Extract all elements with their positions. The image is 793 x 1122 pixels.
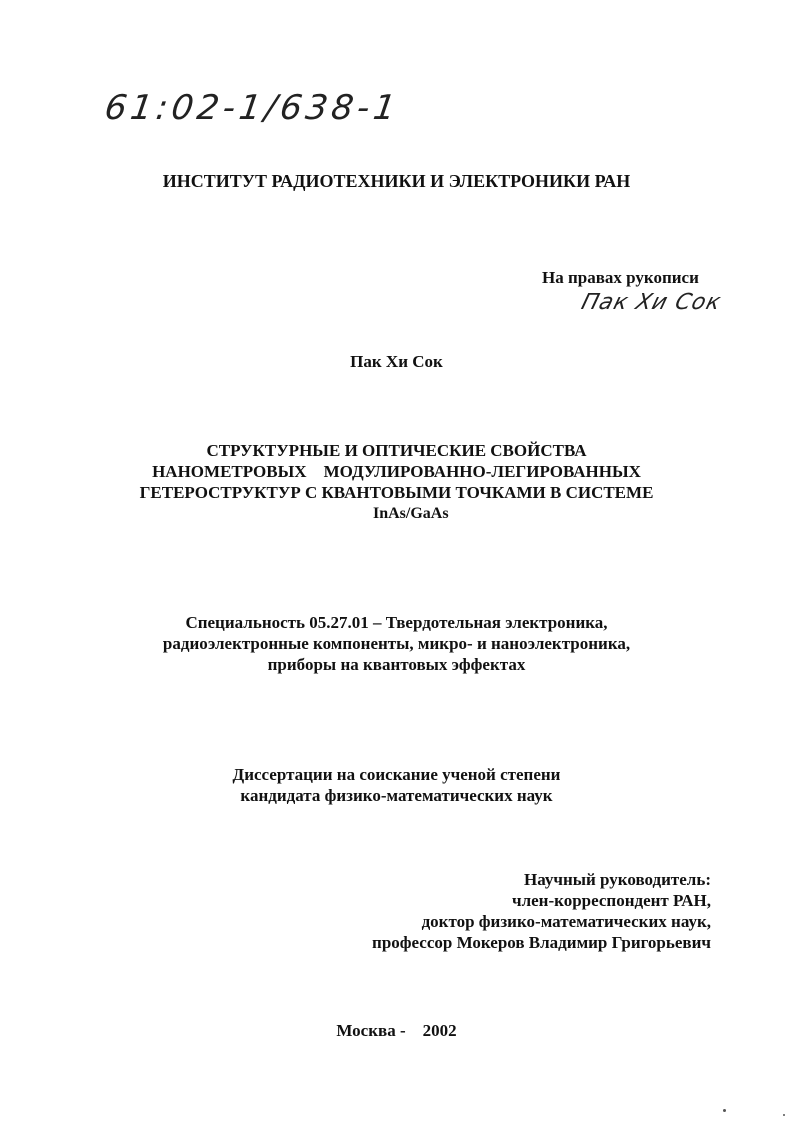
supervisor-degree: доктор физико-математических наук, (421, 912, 711, 931)
title-line-4: InAs/GaAs (373, 505, 449, 522)
supervisor-name: профессор Мокеров Владимир Григорьевич (372, 933, 711, 952)
scan-speck (723, 1109, 726, 1112)
rights-note: На правах рукописи (542, 268, 699, 287)
title-line-1: СТРУКТУРНЫЕ И ОПТИЧЕСКИЕ СВОЙСТВА (206, 441, 587, 460)
degree-line-2: кандидата физико-математических наук (240, 786, 553, 805)
specialty-line-2: радиоэлектронные компоненты, микро- и наноэлектроника, (162, 634, 631, 653)
specialty-line-1: Специальность 05.27.01 – Твердотельная электроника, (185, 613, 608, 632)
archive-number-handwritten: 61:02-1/638-1 (102, 88, 402, 128)
title-line-3: ГЕТЕРОСТРУКТУР С КВАНТОВЫМИ ТОЧКАМИ В СИСТЕМЕ (139, 483, 654, 502)
supervisor-rank: член-корреспондент РАН, (512, 891, 711, 910)
degree-line-1: Диссертации на соискание ученой степени (232, 765, 561, 784)
scan-speck (783, 1114, 785, 1116)
author-name: Пак Хи Сок (350, 352, 443, 371)
city-year: Москва - 2002 (336, 1021, 457, 1040)
supervisor-heading: Научный руководитель: (524, 870, 711, 889)
author-signature: Пак Хи Сок (578, 290, 725, 315)
title-line-2: НАНОМЕТРОВЫХ МОДУЛИРОВАННО-ЛЕГИРОВАННЫХ (152, 462, 641, 481)
institute-name: ИНСТИТУТ РАДИОТЕХНИКИ И ЭЛЕКТРОНИКИ РАН (162, 171, 631, 191)
specialty-line-3: приборы на квантовых эффектах (267, 655, 526, 674)
